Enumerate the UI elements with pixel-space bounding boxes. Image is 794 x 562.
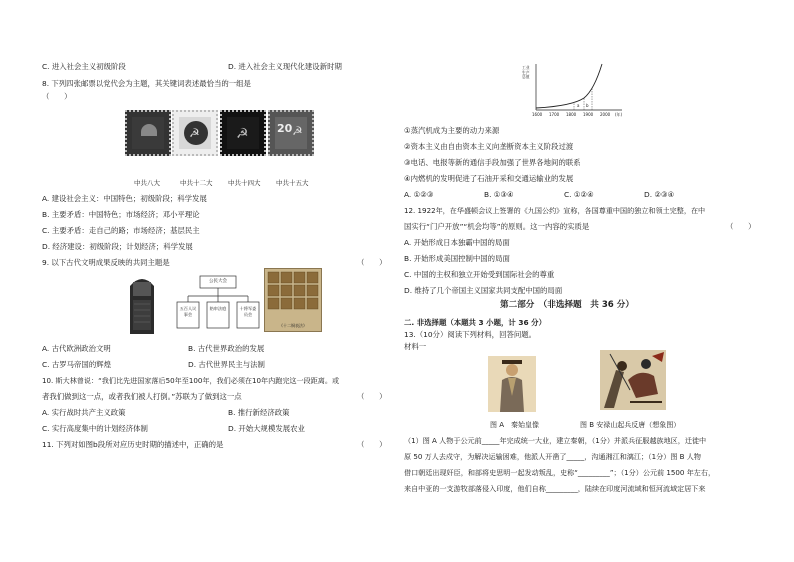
option-c-prev: C. 进入社会主义初级阶段 [42, 62, 126, 71]
question-13: 13.（10分）阅读下列材料，回答问题。 [404, 330, 537, 339]
twelve-tables-caption: 《十二铜表法》 [279, 323, 307, 328]
chart-tick-2000: 2000 [600, 112, 611, 117]
q10-option-c: C. 实行高度集中的计划经济体制 [42, 424, 148, 433]
q11-option-d: D. ②③④ [644, 190, 675, 199]
diagram-box-3: 十将军委员会 [239, 306, 257, 317]
diagram-top-box: 公民大会 [209, 279, 227, 284]
question-8: 8. 下列四张邮票以党代会为主题，其关键词表述最恰当的一组是 [42, 79, 251, 88]
q11-option-a: A. ①②③ [404, 190, 434, 199]
q10-option-d: D. 开始大规模发展农业 [228, 424, 305, 433]
diagram-box-2: 陪审法庭 [209, 306, 227, 311]
question-10-line1: 10. 斯大林曾说：“我们比先进国家落后50年至100年，我们必须在10年内跑完这一段距离。或 [42, 376, 340, 385]
stamp-label-3: 中共十四大 [228, 179, 261, 187]
chart-tick-1900: 1900 [583, 112, 594, 117]
question-12-paren: （ ） [726, 222, 756, 231]
part-two-heading: 第二部分 （非选择题 共 36 分） [500, 300, 634, 310]
stamp-3: ☭ [220, 110, 266, 156]
q8-option-a: A. 建设社会主义：中国特色；初级阶段；科学发展 [42, 194, 207, 203]
item-2: ②资本主义由自由资本主义向垄断资本主义阶段过渡 [404, 142, 574, 151]
stamp-label-4: 中共十五大 [276, 179, 309, 187]
q8-option-d: D. 经济建设：初级阶段；计划经济；科学发展 [42, 242, 193, 251]
q9-option-a: A. 古代欧洲政治文明 [42, 344, 111, 353]
figure-a-caption: 图 A 秦始皇像 [490, 421, 540, 429]
question-11: 11. 下列对如图b段所对应历史时期的描述中，正确的是 [42, 440, 224, 449]
stamp-1 [125, 110, 171, 156]
stamp-4: 20 ☭ [268, 110, 314, 156]
stamp-label-1: 中共八大 [134, 179, 160, 187]
question-11-paren: （ ） [357, 440, 387, 449]
q12-option-b: B. 开始形成美国控制中国的局面 [404, 254, 510, 263]
question-12-line2: 国实行“门户开放”“机会均等”的原则。这一内容的实质是 [404, 222, 590, 231]
question-9-paren: （ ） [357, 258, 387, 267]
q11-option-c: C. ①②④ [564, 190, 594, 199]
q12-option-a: A. 开始形成日本独霸中国的局面 [404, 238, 510, 247]
answer-text-line3: 借口朝廷出现奸臣，和部将史思明一起发动叛乱，史称“_________”；（1分）公元前 1500 年左右， [404, 468, 716, 477]
answer-text-line2: 原 50 万人去戍守，为解决运输困难，他派人开凿了_____，沟通湘江和漓江；（1分）图 B 人物 [404, 452, 701, 461]
item-1: ①蒸汽机成为主要的动力来源 [404, 126, 500, 135]
item-4: ④内燃机的发明促进了石油开采和交通运输业的发展 [404, 174, 574, 183]
q10-option-a: A. 实行战时共产主义政策 [42, 408, 126, 417]
stamp-label-2: 中共十二大 [180, 179, 213, 187]
chart-tick-unit: (年) [615, 112, 623, 117]
question-10-paren: （ ） [357, 392, 387, 401]
diagram-box-1: 五百人议事会 [179, 306, 197, 317]
chart-label-b: b [586, 103, 589, 108]
q8-option-b: B. 主要矛盾：中国特色；市场经济；邓小平理论 [42, 210, 200, 219]
stamp-2: ☭ [172, 110, 218, 156]
stele-image [124, 272, 160, 334]
figure-b-caption: 图 B 安禄山起兵反唐（想象图） [580, 421, 681, 429]
material-one-label: 材料一 [404, 342, 427, 351]
section-two-heading: 二. 非选择题（本题共 3 小题，计 36 分） [404, 318, 546, 327]
q9-option-c: C. 古罗马帝国的辉煌 [42, 360, 111, 369]
figure-a-image [488, 356, 536, 412]
question-8-paren: （ ） [42, 92, 72, 101]
chart-label-a: a [577, 103, 580, 108]
figure-b-image [600, 350, 666, 410]
q11-option-b: B. ①③④ [484, 190, 514, 199]
chart-tick-1700: 1700 [549, 112, 560, 117]
chart-ylabel: 工业生产总值 [522, 65, 530, 80]
q9-option-d: D. 古代世界民主与法制 [188, 360, 265, 369]
chart-tick-1600: 1600 [532, 112, 543, 117]
industry-chart [522, 62, 630, 122]
q10-option-b: B. 推行新经济政策 [228, 408, 290, 417]
q8-option-c: C. 主要矛盾：走自己的路；市场经济；基层民主 [42, 226, 200, 235]
chart-tick-1800: 1800 [566, 112, 577, 117]
q12-option-c: C. 中国的主权和独立开始受到国际社会的尊重 [404, 270, 555, 279]
item-3: ③电话、电报等新的通信手段加强了世界各地间的联系 [404, 158, 581, 167]
q9-option-b: B. 古代世界政治的发展 [188, 344, 265, 353]
question-10-line2: 者我们做到这一点，或者我们被人打倒。”苏联为了做到这一点 [42, 392, 242, 401]
twelve-tables-image [264, 268, 322, 332]
answer-text-line4: 来自中亚的一支游牧部落侵入印度，他们自称_________，陆续在印度河流域和恒河流域定居下来 [404, 484, 706, 493]
q12-option-d: D. 维持了几个帝国主义国家共同支配中国的局面 [404, 286, 563, 295]
question-9: 9. 以下古代文明成果反映的共同主题是 [42, 258, 170, 267]
option-d-prev: D. 进入社会主义现代化建设新时期 [228, 62, 342, 71]
answer-text-line1: （1）图 A 人物于公元前_____年完成统一大业，建立秦朝，（1分）并派兵征服越族地区，迁徙中 [404, 436, 707, 445]
question-12-line1: 12. 1922年，在华盛顿会议上签署的《九国公约》宣称，各国尊重中国的独立和领土完整，在中 [404, 206, 706, 215]
democracy-diagram [176, 274, 260, 332]
